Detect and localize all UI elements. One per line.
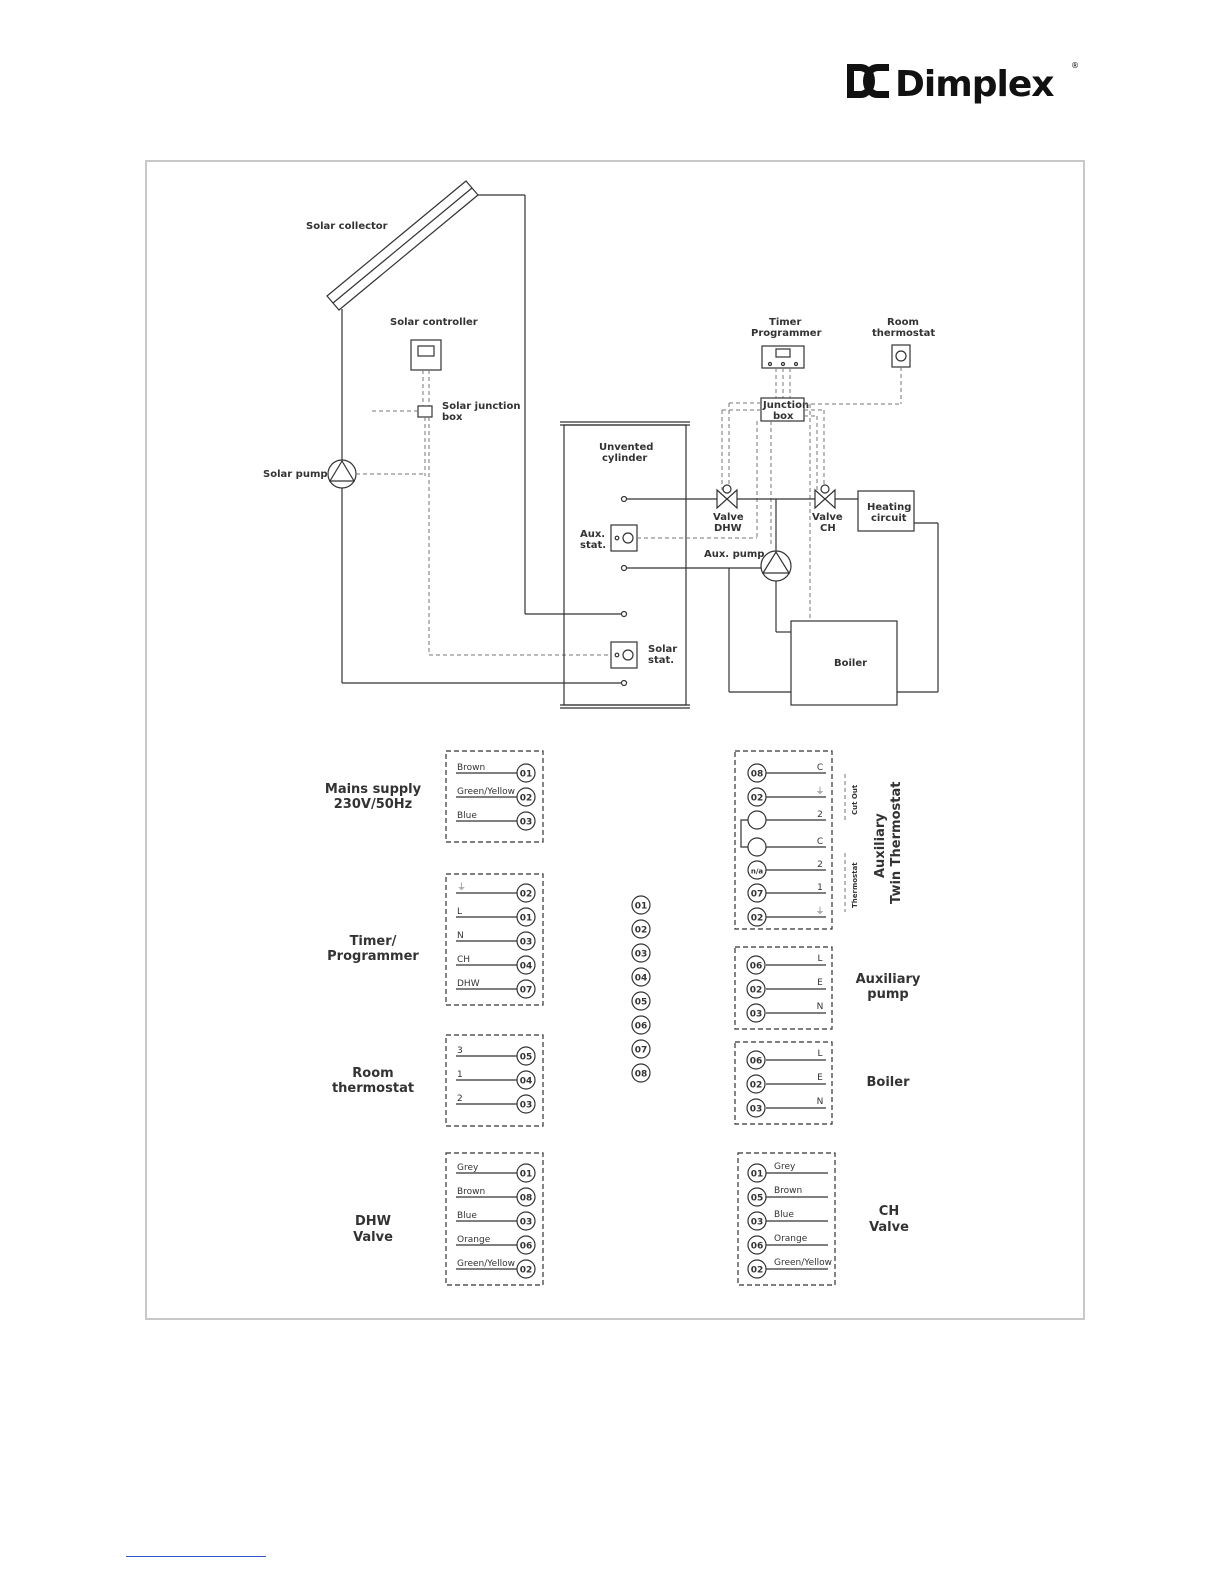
terminal bbox=[517, 980, 535, 998]
timer-programmer-title-2: Programmer bbox=[327, 949, 419, 964]
terminal bbox=[748, 811, 766, 829]
terminal-number: 03 bbox=[749, 1009, 763, 1020]
terminal bbox=[748, 861, 766, 879]
terminal bbox=[748, 1164, 766, 1182]
dhw-valve-title-2: Valve bbox=[353, 1230, 393, 1245]
terminal-number: 04 bbox=[634, 973, 648, 984]
footer-link-underline[interactable] bbox=[126, 1556, 266, 1557]
terminal bbox=[517, 1260, 535, 1278]
pin-label: E bbox=[817, 978, 823, 988]
junction-box-label-2: box bbox=[773, 411, 794, 422]
terminal bbox=[517, 932, 535, 950]
solar-junction-box-label-2: box bbox=[442, 412, 463, 423]
solar-pump-label: Solar pump bbox=[263, 469, 328, 480]
terminal-number: 06 bbox=[519, 1241, 533, 1252]
terminal-number: 02 bbox=[634, 925, 648, 936]
terminal-number: 08 bbox=[750, 769, 764, 780]
valve-dhw-icon bbox=[717, 485, 737, 508]
terminal bbox=[632, 968, 650, 986]
pin-label: 2 bbox=[817, 810, 823, 820]
terminal bbox=[748, 884, 766, 902]
terminal bbox=[748, 908, 766, 926]
heating-circuit-label-2: circuit bbox=[871, 513, 907, 524]
aux-stat-dial-icon bbox=[623, 533, 633, 543]
solar-junction-box bbox=[418, 406, 432, 417]
pin-label: ⏚ bbox=[815, 787, 825, 797]
solar-stat-label-2: stat. bbox=[648, 655, 675, 666]
terminal bbox=[517, 1095, 535, 1113]
wire-label: Blue bbox=[457, 811, 477, 821]
wiring-section bbox=[325, 751, 921, 1285]
heating-circuit-label-1: Heating bbox=[867, 502, 912, 513]
terminal-number: 04 bbox=[519, 961, 533, 972]
mains-supply-title-2: 230V/50Hz bbox=[333, 797, 413, 812]
terminal bbox=[747, 956, 765, 974]
wire-label: Brown bbox=[457, 1187, 486, 1197]
wire-label: Orange bbox=[457, 1235, 491, 1245]
terminal-circle-icon bbox=[748, 838, 766, 856]
terminal-number: 01 bbox=[519, 1169, 533, 1180]
solar-controller bbox=[411, 340, 441, 370]
ch-valve-rows bbox=[748, 1162, 832, 1278]
terminal-number: 02 bbox=[519, 889, 533, 900]
terminal bbox=[632, 992, 650, 1010]
terminal bbox=[632, 1064, 650, 1082]
terminal bbox=[747, 1004, 765, 1022]
wire-label: Orange bbox=[774, 1234, 808, 1244]
terminal bbox=[632, 944, 650, 962]
wire-label: 1 bbox=[457, 1070, 463, 1080]
terminal-number: 05 bbox=[634, 997, 648, 1008]
terminal bbox=[632, 896, 650, 914]
terminal bbox=[517, 956, 535, 974]
valve-ch-icon bbox=[815, 485, 835, 508]
pin-label: ⏚ bbox=[815, 907, 825, 917]
terminal-number: 02 bbox=[750, 913, 764, 924]
aux-twin-thermostat-rows bbox=[748, 763, 826, 926]
terminal bbox=[632, 920, 650, 938]
aux-stat-label-1: Aux. bbox=[580, 529, 606, 540]
ch-valve-title-2: Valve bbox=[869, 1220, 909, 1235]
terminal bbox=[517, 1212, 535, 1230]
terminal-number: 01 bbox=[634, 901, 648, 912]
wire-label: Brown bbox=[774, 1186, 803, 1196]
solar-stat-label-1: Solar bbox=[648, 644, 678, 655]
wire-label: 3 bbox=[457, 1046, 463, 1056]
terminal bbox=[747, 1051, 765, 1069]
timer-programmer-title-1: Timer/ bbox=[349, 934, 397, 949]
terminal-number: 03 bbox=[519, 1217, 533, 1228]
terminal-number: 02 bbox=[750, 793, 764, 804]
pin-label: E bbox=[817, 1073, 823, 1083]
terminal bbox=[748, 1212, 766, 1230]
terminal bbox=[517, 788, 535, 806]
aux-twin-thermostat-title-2: Twin Thermostat bbox=[889, 781, 904, 904]
terminal-number: 01 bbox=[519, 913, 533, 924]
terminal-number: 01 bbox=[519, 769, 533, 780]
dimplex-wordmark: Dimplex bbox=[895, 64, 1054, 105]
wire-label: L bbox=[457, 907, 463, 917]
timer-programmer-label-1: Timer bbox=[769, 317, 802, 328]
terminal bbox=[748, 788, 766, 806]
wire-label: ⏚ bbox=[457, 883, 467, 893]
room-thermostat-title-1: Room bbox=[352, 1066, 394, 1081]
valve-dhw-label-2: DHW bbox=[714, 523, 742, 534]
terminal bbox=[517, 764, 535, 782]
room-thermostat-dial-icon bbox=[896, 351, 906, 361]
pin-label: 1 bbox=[817, 883, 823, 893]
terminal-number: 02 bbox=[749, 985, 763, 996]
terminal-number: 07 bbox=[634, 1045, 648, 1056]
valve-ch-label-2: CH bbox=[820, 523, 836, 534]
terminal-number: 08 bbox=[519, 1193, 533, 1204]
mains-supply-title-1: Mains supply bbox=[324, 782, 422, 797]
terminal bbox=[748, 1260, 766, 1278]
terminal bbox=[517, 1071, 535, 1089]
left-terminal-rows bbox=[456, 763, 535, 1278]
aux-stat-label-2: stat. bbox=[580, 540, 607, 551]
auxiliary-pump-title-2: pump bbox=[867, 987, 909, 1002]
boiler-title: Boiler bbox=[866, 1075, 910, 1090]
ch-valve-title-1: CH bbox=[878, 1204, 900, 1219]
wire-label: Grey bbox=[457, 1163, 479, 1173]
terminal-circle-icon bbox=[748, 811, 766, 829]
terminal bbox=[517, 884, 535, 902]
wire-label: Green/Yellow bbox=[774, 1258, 832, 1268]
solar-stat-dial-icon bbox=[623, 650, 633, 660]
aux-twin-thermostat-title-1: Auxiliary bbox=[873, 813, 888, 878]
terminal-number: 06 bbox=[634, 1021, 648, 1032]
wire-label: Blue bbox=[774, 1210, 794, 1220]
terminal bbox=[747, 1075, 765, 1093]
terminal-number: 04 bbox=[519, 1076, 533, 1087]
center-terminal-strip bbox=[632, 896, 650, 1082]
terminal bbox=[748, 764, 766, 782]
terminal bbox=[747, 1099, 765, 1117]
solar-controller-label: Solar controller bbox=[390, 317, 478, 328]
terminal bbox=[517, 1047, 535, 1065]
terminal bbox=[517, 812, 535, 830]
terminal-number: 02 bbox=[519, 1265, 533, 1276]
terminal-number: 07 bbox=[750, 889, 764, 900]
cylinder-port bbox=[622, 612, 627, 617]
terminal bbox=[632, 1016, 650, 1034]
terminal bbox=[632, 1040, 650, 1058]
terminal bbox=[517, 908, 535, 926]
terminal-number: 06 bbox=[749, 961, 763, 972]
wire-label: Green/Yellow bbox=[457, 787, 515, 797]
terminal-number: 03 bbox=[634, 949, 648, 960]
terminal-number: 06 bbox=[749, 1056, 763, 1067]
solar-pump-icon bbox=[328, 460, 356, 488]
terminal-number: 08 bbox=[634, 1069, 648, 1080]
thermostat-side-label: Thermostat bbox=[851, 862, 859, 908]
unvented-cylinder-label-1: Unvented bbox=[599, 442, 654, 453]
terminal bbox=[747, 980, 765, 998]
solar-collector-label: Solar collector bbox=[306, 221, 388, 232]
terminal-number: 06 bbox=[750, 1241, 764, 1252]
wire-label: DHW bbox=[457, 979, 480, 989]
solar-controller-display-icon bbox=[418, 346, 434, 356]
boiler-label: Boiler bbox=[834, 658, 868, 669]
terminal bbox=[517, 1164, 535, 1182]
terminal-number: 02 bbox=[519, 793, 533, 804]
valve-dhw-label-1: Valve bbox=[713, 512, 744, 523]
room-thermostat-title-2: thermostat bbox=[331, 1081, 415, 1096]
terminal-number: 03 bbox=[519, 937, 533, 948]
room-thermostat-label-1: Room bbox=[887, 317, 919, 328]
pin-label: 2 bbox=[817, 860, 823, 870]
wire-label: Green/Yellow bbox=[457, 1259, 515, 1269]
terminal-number: 02 bbox=[749, 1080, 763, 1091]
cut-out-label: Cut Out bbox=[851, 784, 859, 815]
terminal-number: n/a bbox=[750, 867, 764, 876]
aux-pump-label: Aux. pump bbox=[704, 549, 765, 560]
wire-label: 2 bbox=[457, 1094, 463, 1104]
terminal-number: 03 bbox=[519, 1100, 533, 1111]
terminal bbox=[517, 1188, 535, 1206]
terminal-number: 03 bbox=[750, 1217, 764, 1228]
solar-junction-box-label-1: Solar junction bbox=[442, 401, 521, 412]
terminal-number: 03 bbox=[749, 1104, 763, 1115]
terminal bbox=[517, 1236, 535, 1254]
terminal bbox=[748, 1188, 766, 1206]
pin-label: L bbox=[817, 1049, 823, 1059]
right-terminal-rows bbox=[747, 954, 826, 1117]
wire-label: Grey bbox=[774, 1162, 796, 1172]
pin-label: N bbox=[816, 1097, 824, 1107]
pin-label: C bbox=[816, 763, 824, 773]
aux-pump-icon bbox=[761, 551, 791, 581]
cylinder-port bbox=[622, 497, 627, 502]
terminal-number: 05 bbox=[519, 1052, 533, 1063]
room-thermostat-label-2: thermostat bbox=[872, 328, 936, 339]
junction-box-label-1: Junction bbox=[763, 400, 810, 411]
thermostat-link-wire bbox=[741, 820, 748, 847]
pin-label: L bbox=[817, 954, 823, 964]
cylinder-port bbox=[622, 681, 627, 686]
terminal-number: 02 bbox=[750, 1265, 764, 1276]
dhw-valve-title-1: DHW bbox=[354, 1214, 392, 1229]
terminal-number: 05 bbox=[750, 1193, 764, 1204]
wire-label: CH bbox=[457, 955, 471, 965]
solar-collector bbox=[327, 181, 622, 683]
terminal-number: 01 bbox=[750, 1169, 764, 1180]
terminal-number: 03 bbox=[519, 817, 533, 828]
schematic bbox=[263, 181, 938, 708]
timer-display-icon bbox=[776, 349, 790, 357]
wire-label: N bbox=[457, 931, 464, 941]
pin-label: N bbox=[816, 1002, 824, 1012]
auxiliary-pump-title-1: Auxiliary bbox=[855, 972, 921, 987]
terminal-number: 07 bbox=[519, 985, 533, 996]
terminal bbox=[748, 1236, 766, 1254]
valve-ch-label-1: Valve bbox=[812, 512, 843, 523]
pin-label: C bbox=[816, 837, 824, 847]
terminal bbox=[748, 838, 766, 856]
registered-mark: ® bbox=[1071, 61, 1079, 70]
cylinder-port bbox=[622, 566, 627, 571]
unvented-cylinder-label-2: cylinder bbox=[602, 453, 648, 464]
wire-label: Brown bbox=[457, 763, 486, 773]
timer-programmer-label-2: Programmer bbox=[751, 328, 822, 339]
wire-label: Blue bbox=[457, 1211, 477, 1221]
